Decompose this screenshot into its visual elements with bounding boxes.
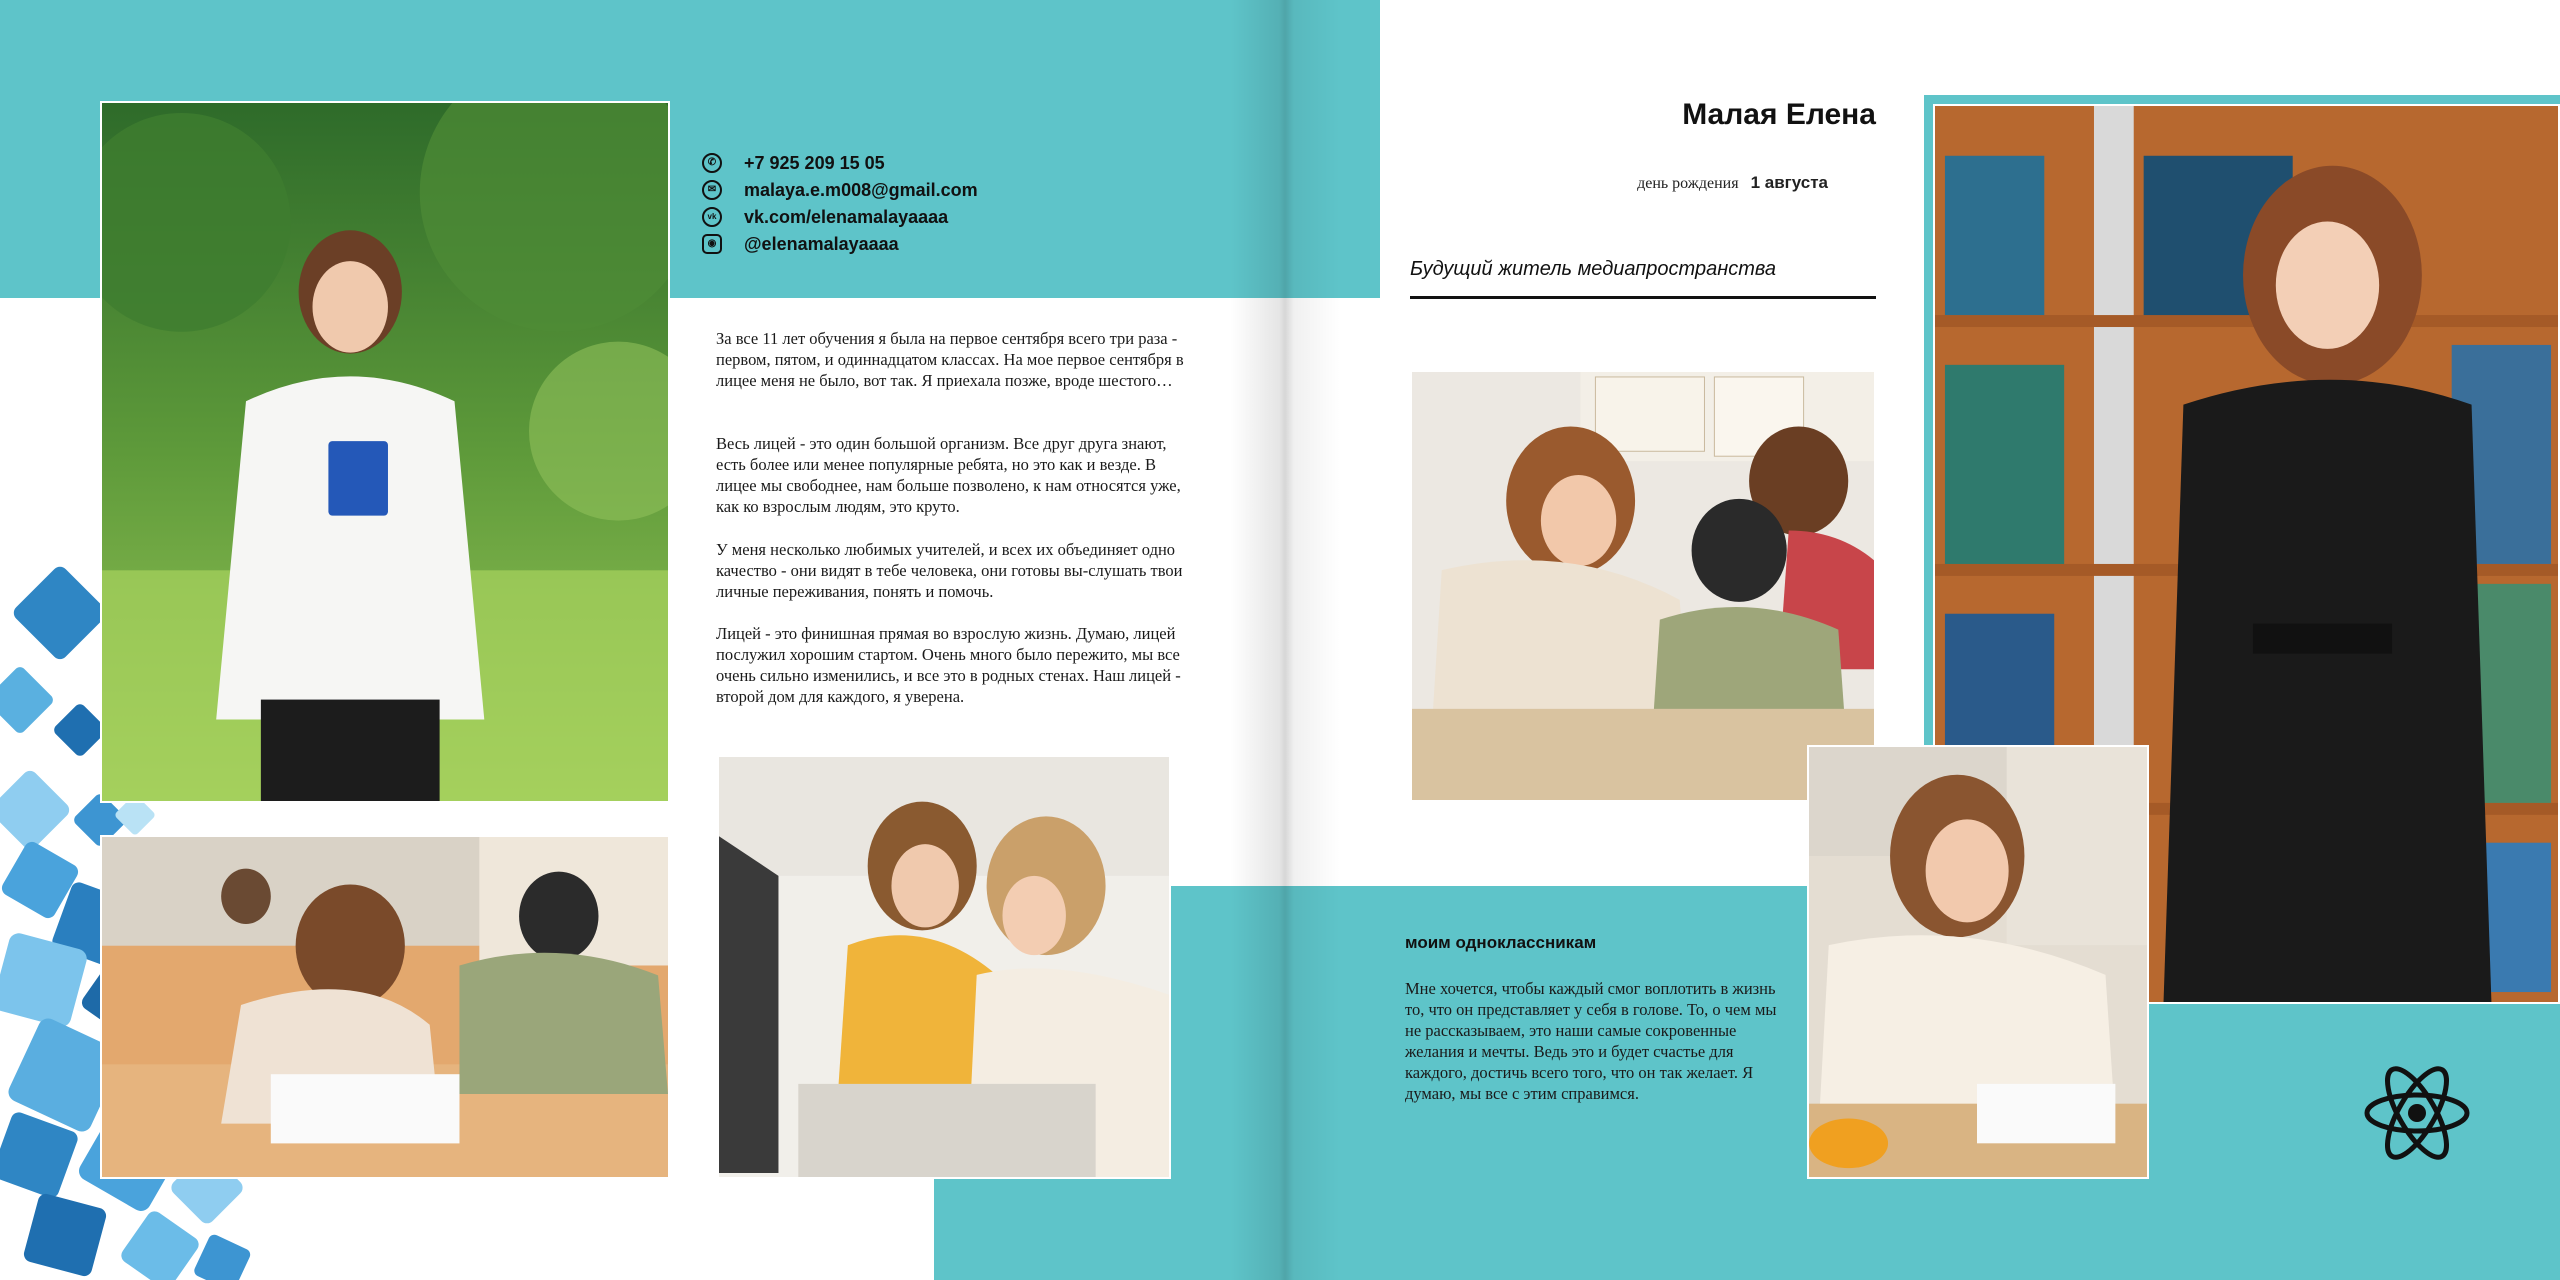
photo-classroom-desks xyxy=(100,835,670,1179)
birthday-label: день рождения xyxy=(1637,175,1739,192)
vk-icon: vk xyxy=(702,207,722,227)
contact-vk-text: vk.com/elenamalayaaaa xyxy=(744,206,949,227)
contact-email[interactable] xyxy=(702,177,978,203)
story-paragraph-1: За все 11 лет обучения я была на первое сентября всего три раза - первом, пятом, и одиннадцатом классах. На мое первое сентября в лицее меня не было, вот так. Я приехала позже, вроде шестого… xyxy=(716,329,1184,390)
photo-computer-lesson xyxy=(717,755,1171,1179)
book-spine-shadow xyxy=(1230,0,1340,1280)
contact-phone[interactable] xyxy=(702,150,885,176)
story-paragraph-3: У меня несколько любимых учителей, и всех их объединяет одно качество - они видят в тебе человека, они готовы вы-слушать твои личные переживания, понять и помочь. xyxy=(716,540,1183,601)
atom-icon xyxy=(2362,1058,2472,1168)
story-paragraph-4: Лицей - это финишная прямая во взрослую жизнь. Думаю, лицей послужил хорошим стартом. Очень много было пережито, мы все очень сильно изменились, и все это в родных стенах. Наш лицей - второй дом для каждого, я уверена. xyxy=(716,624,1181,706)
contact-phone-text: +7 925 209 15 05 xyxy=(744,152,885,173)
contact-instagram-text: @elenamalayaaaa xyxy=(744,233,899,254)
photo-girl-with-phone xyxy=(1807,745,2149,1179)
photo-portrait-park xyxy=(100,101,670,803)
contact-vk[interactable] xyxy=(702,204,948,230)
classmates-heading: моим одноклассникам xyxy=(1405,933,1597,952)
birthday-value: 1 августа xyxy=(1750,173,1828,192)
mail-icon: ✉ xyxy=(702,180,722,200)
student-name: Малая Елена xyxy=(1682,98,1876,131)
contact-email-text: malaya.e.m008@gmail.com xyxy=(744,179,978,200)
photo-girls-at-desk xyxy=(1410,370,1876,802)
title-underline xyxy=(1410,296,1876,299)
story-paragraph-2: Весь лицей - это один большой организм. Все друг друга знают, есть более или менее популярные ребята, но это как и везде. В лицее мы свободнее, нам больше позволено, к нам относятся уже, как ко взрослым людям, это круто. xyxy=(716,434,1181,516)
instagram-icon: ◉ xyxy=(702,234,722,254)
classmates-text: Мне хочется, чтобы каждый смог воплотить в жизнь то, что он представляет у себя в голове. То, о чем мы не рассказываем, это наши самые сокровенные желания и мечты. Ведь это и будет счастье для каждого, достичь всего того, что он так желает. Я думаю, мы все с этим справимся. xyxy=(1405,979,1777,1103)
contact-instagram[interactable] xyxy=(702,231,899,257)
birthday-line xyxy=(1560,173,1828,193)
phone-icon: ✆ xyxy=(702,153,722,173)
future-title: Будущий житель медиапространства xyxy=(1410,258,1776,280)
